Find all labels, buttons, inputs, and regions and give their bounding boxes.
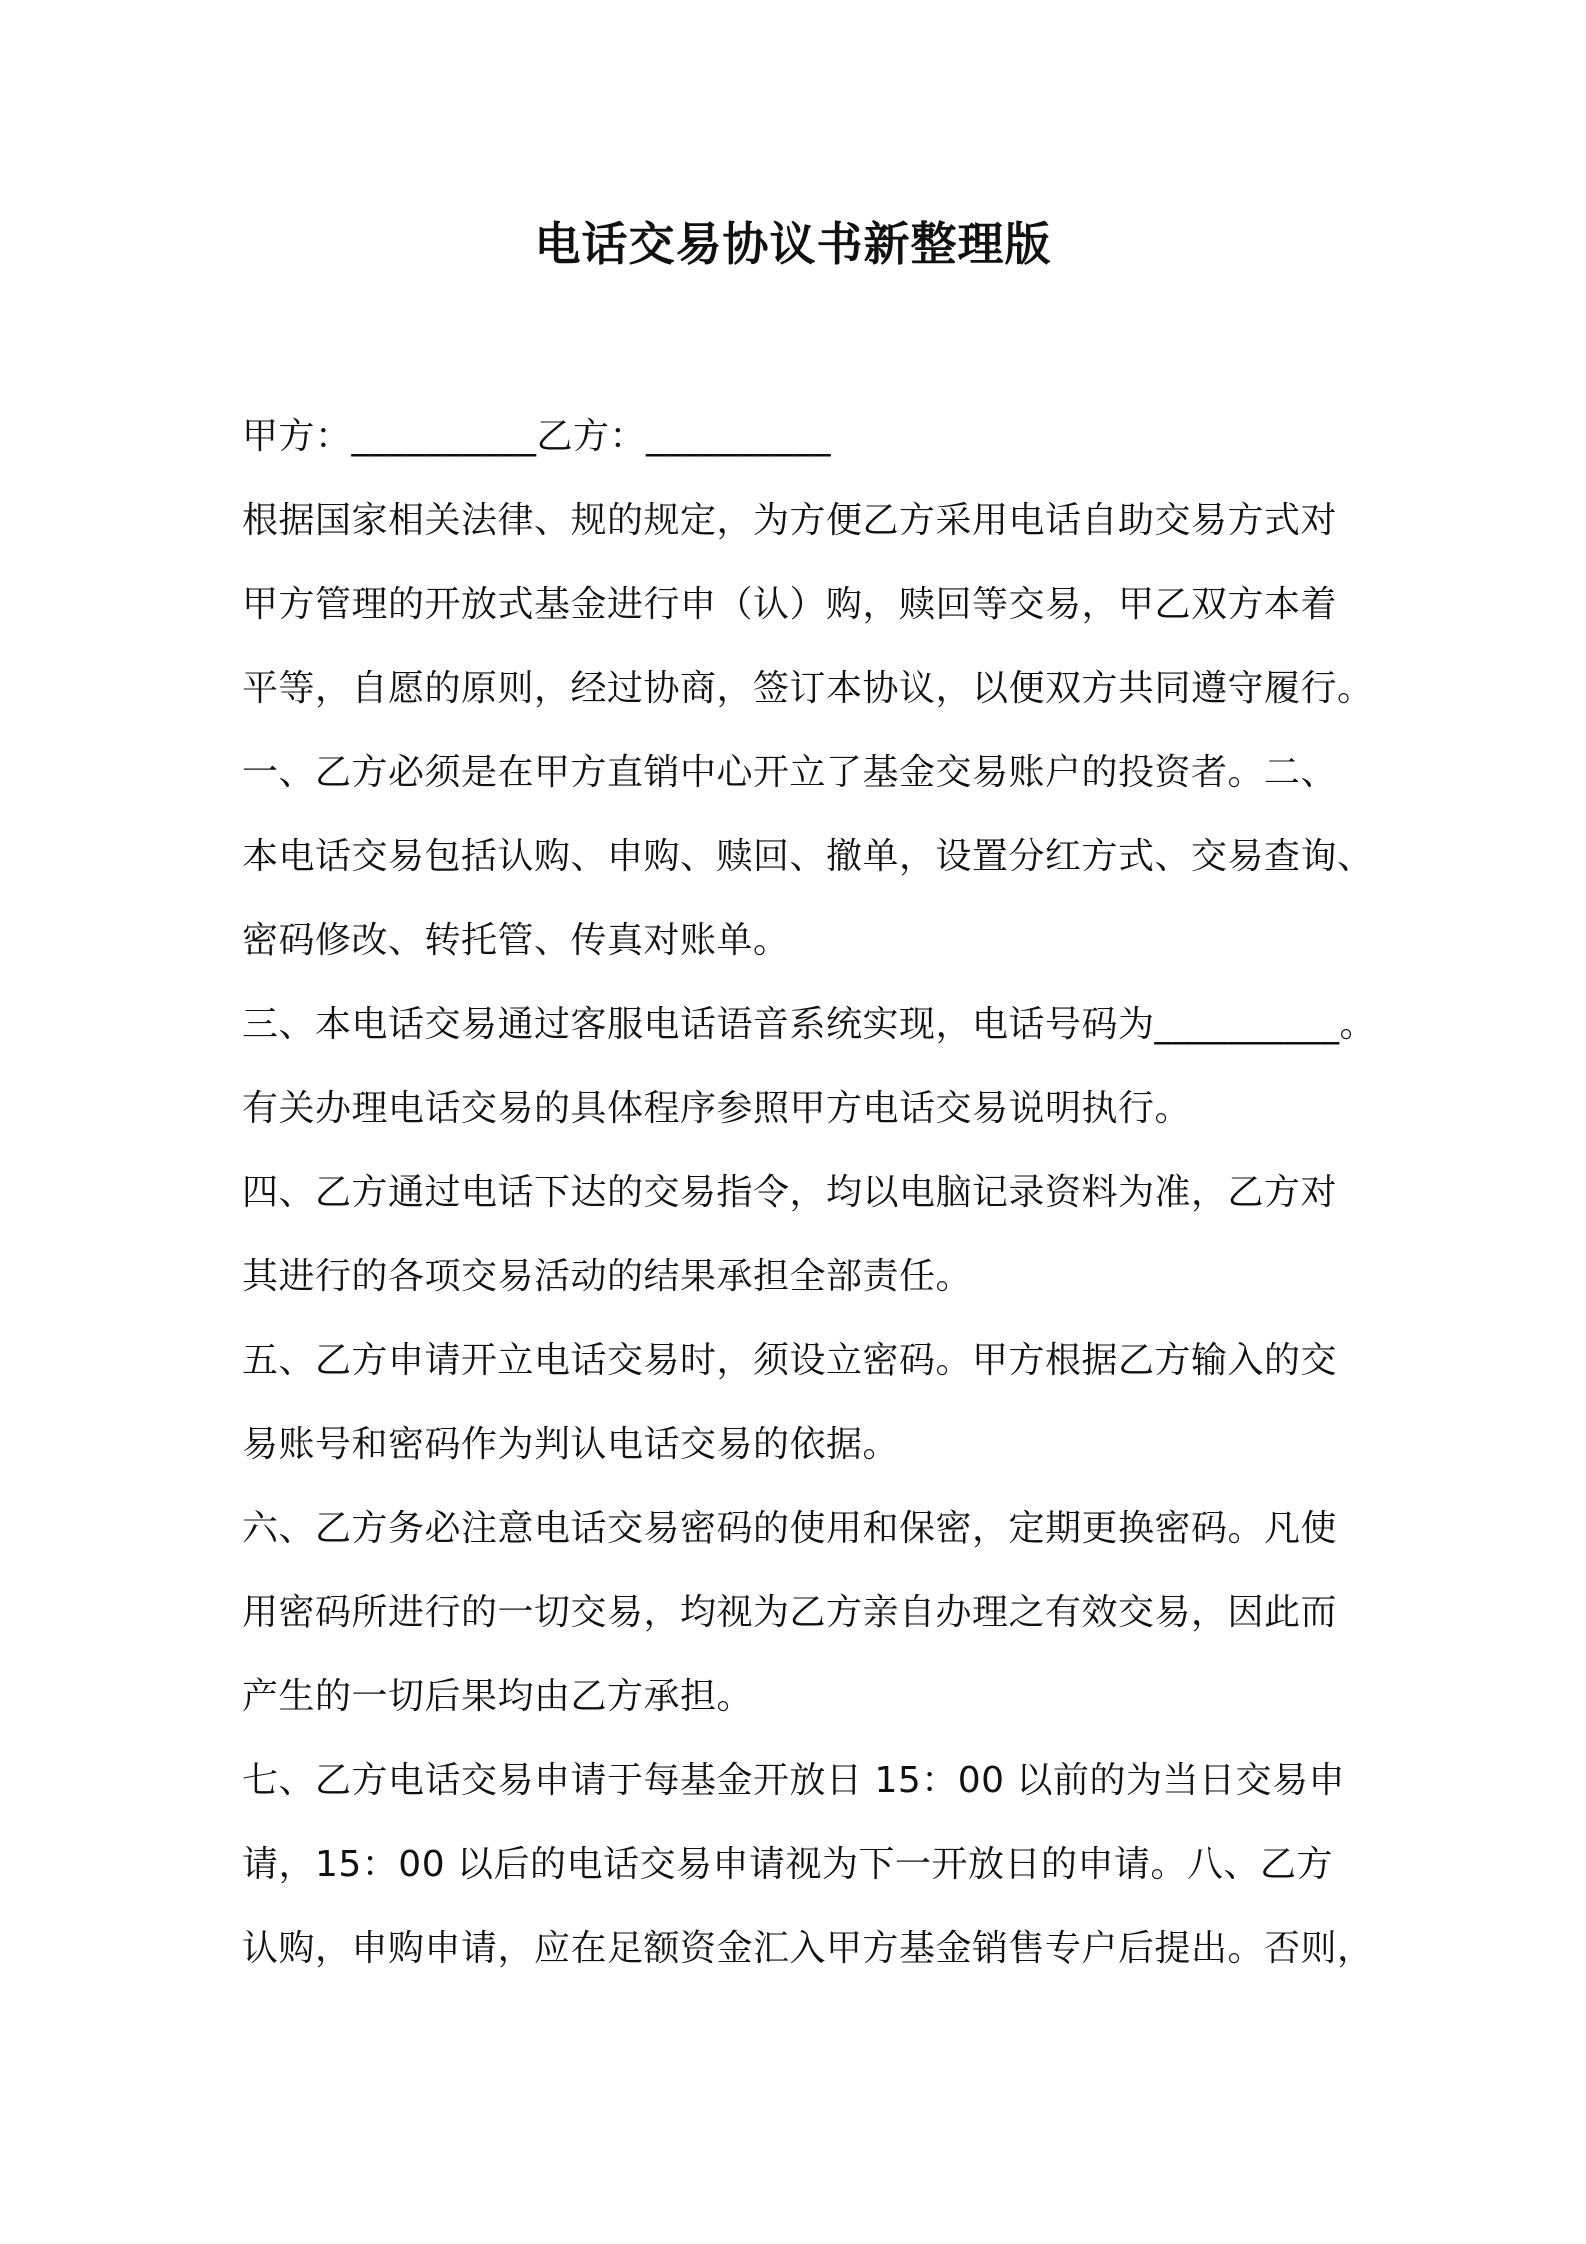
paragraph-line: 请，15：00 以后的电话交易申请视为下一开放日的申请。八、乙方 [242, 1844, 1334, 1885]
paragraph-line: 一、乙方必须是在甲方直销中心开立了基金交易账户的投资者。二、 [242, 752, 1338, 793]
party-line: 甲方：__________乙方：__________ [242, 416, 832, 457]
document-title: 电话交易协议书新整理版 [534, 217, 1052, 271]
paragraph-line: 密码修改、转托管、传真对账单。 [242, 920, 790, 961]
paragraph-line: 产生的一切后果均由乙方承担。 [242, 1676, 754, 1717]
paragraph-line: 认购，申购申请，应在足额资金汇入甲方基金销售专户后提出。否则， [242, 1928, 1374, 1969]
paragraph-line: 有关办理电话交易的具体程序参照甲方电话交易说明执行。 [242, 1088, 1192, 1129]
paragraph-line: 其进行的各项交易活动的结果承担全部责任。 [242, 1256, 973, 1297]
paragraph-line: 本电话交易包括认购、申购、赎回、撤单，设置分红方式、交易查询、 [242, 836, 1374, 877]
paragraph-line: 平等，自愿的原则，经过协商，签订本协议，以便双方共同遵守履行。 [242, 668, 1374, 709]
paragraph-line: 六、乙方务必注意电话交易密码的使用和保密，定期更换密码。凡使 [242, 1508, 1338, 1549]
paragraph-line: 四、乙方通过电话下达的交易指令，均以电脑记录资料为准，乙方对 [242, 1172, 1338, 1213]
paragraph-line: 根据国家相关法律、规的规定，为方便乙方采用电话自助交易方式对 [242, 500, 1338, 541]
paragraph-line: 易账号和密码作为判认电话交易的依据。 [242, 1424, 900, 1465]
paragraph-line: 甲方管理的开放式基金进行申（认）购，赎回等交易，甲乙双方本着 [242, 584, 1338, 625]
paragraph-line: 七、乙方电话交易申请于每基金开放日 15：00 以前的为当日交易申 [242, 1760, 1346, 1801]
paragraph-line: 三、本电话交易通过客服电话语音系统实现，电话号码为__________。 [242, 1004, 1377, 1045]
paragraph-line: 用密码所进行的一切交易，均视为乙方亲自办理之有效交易，因此而 [242, 1592, 1338, 1633]
paragraph-line: 五、乙方申请开立电话交易时，须设立密码。甲方根据乙方输入的交 [242, 1340, 1338, 1381]
